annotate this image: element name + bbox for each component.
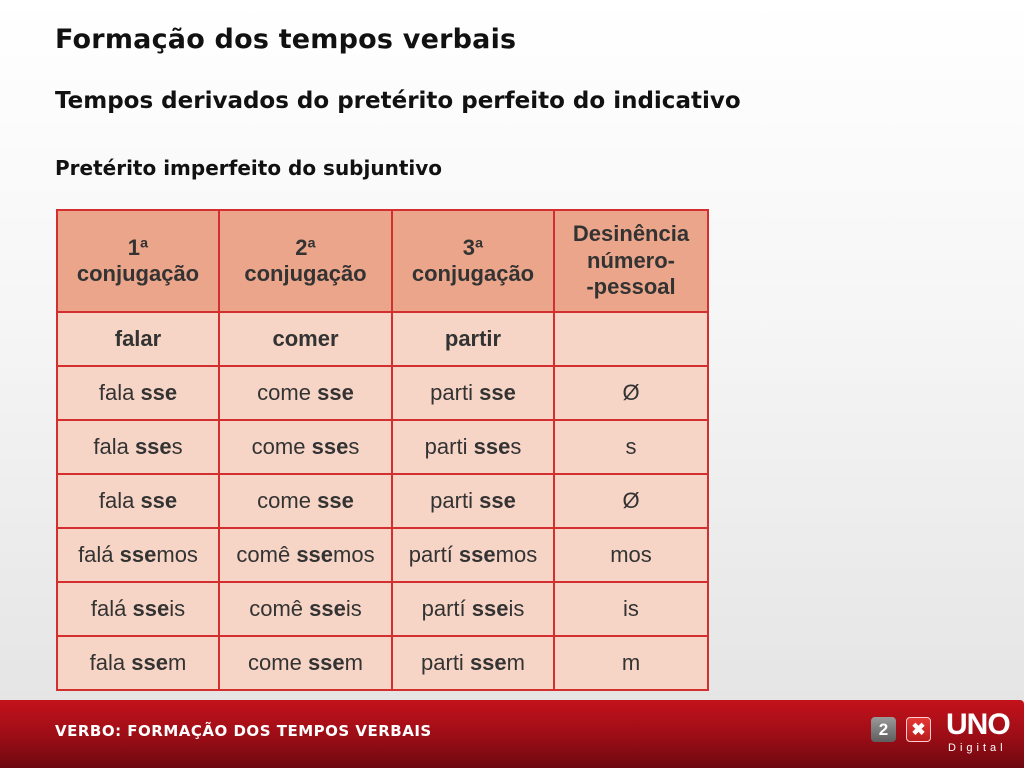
form-suffix: sse <box>140 488 178 513</box>
verb-cell: comer <box>219 312 392 366</box>
header-ordinal: 3ª <box>462 234 484 260</box>
form-stem: parti <box>424 434 474 459</box>
form-ending: m <box>167 650 187 675</box>
slide-title: Formação dos tempos verbais <box>55 24 517 55</box>
conjugated-form-cell <box>392 582 554 636</box>
form-stem: parti <box>430 380 480 405</box>
conjugated-form-cell <box>219 636 392 690</box>
desinence-cell: Ø <box>554 366 708 420</box>
form-ending: s <box>171 434 183 459</box>
conjugation-row <box>57 366 708 420</box>
conjugated-form-cell <box>392 528 554 582</box>
form-stem: fala <box>89 650 132 675</box>
conjugated-form-cell <box>219 528 392 582</box>
form-ending: is <box>345 596 362 621</box>
form-stem: partí <box>408 542 459 567</box>
form-stem: comê <box>249 596 310 621</box>
form-suffix: sse <box>132 596 170 621</box>
form-stem: falá <box>90 596 133 621</box>
conjugated-form-cell <box>57 366 219 420</box>
verb-row <box>57 312 708 366</box>
conjugated-form-cell <box>392 366 554 420</box>
form-ending: mos <box>156 542 198 567</box>
form-ending: s <box>510 434 522 459</box>
form-ending: m <box>506 650 525 675</box>
form-suffix: sse <box>471 596 509 621</box>
logo-x-icon: ✖ <box>906 717 931 742</box>
conjugated-form-cell <box>219 474 392 528</box>
logo-2-icon: 2 <box>871 717 896 742</box>
header-desinence <box>554 210 708 312</box>
form-suffix: sse <box>473 434 511 459</box>
form-suffix: sse <box>479 380 516 405</box>
form-stem: come <box>248 650 308 675</box>
form-ending: mos <box>495 542 538 567</box>
form-suffix: sse <box>140 380 178 405</box>
conjugated-form-cell <box>57 474 219 528</box>
form-stem: fala <box>93 434 135 459</box>
desinence-cell: mos <box>554 528 708 582</box>
form-stem: comê <box>236 542 297 567</box>
form-stem: fala <box>98 380 141 405</box>
form-stem: come <box>257 380 318 405</box>
footer-title: VERBO: FORMAÇÃO DOS TEMPOS VERBAIS <box>55 722 432 740</box>
form-ending: s <box>348 434 360 459</box>
form-suffix: sse <box>307 650 345 675</box>
form-ending: mos <box>333 542 375 567</box>
section-heading: Pretérito imperfeito do subjuntivo <box>55 156 443 180</box>
conjugated-form-cell <box>219 366 392 420</box>
desinence-cell: s <box>554 420 708 474</box>
conjugated-form-cell <box>392 474 554 528</box>
form-suffix: sse <box>309 596 346 621</box>
form-stem: falá <box>78 542 120 567</box>
form-suffix: sse <box>131 650 168 675</box>
header-line: -pessoal <box>586 274 676 300</box>
brand-logo-sub: Digital <box>948 742 1007 754</box>
conjugated-form-cell <box>57 528 219 582</box>
conjugated-form-cell <box>392 420 554 474</box>
desinence-cell: Ø <box>554 474 708 528</box>
table-header-row <box>57 210 708 312</box>
header-3rd-conjugation <box>392 210 554 312</box>
verb-cell: partir <box>392 312 554 366</box>
header-line: número- <box>587 247 675 273</box>
form-suffix: sse <box>317 380 354 405</box>
form-suffix: sse <box>134 434 172 459</box>
conjugated-form-cell <box>219 582 392 636</box>
form-stem: fala <box>98 488 141 513</box>
footer-bar <box>0 700 1024 768</box>
conjugated-form-cell <box>392 636 554 690</box>
conjugation-table <box>56 209 709 691</box>
header-label: conjugação <box>244 261 367 286</box>
desinence-cell: m <box>554 636 708 690</box>
header-line: Desinência <box>572 221 690 247</box>
form-stem: parti <box>430 488 480 513</box>
conjugation-row <box>57 528 708 582</box>
form-ending: m <box>344 650 363 675</box>
header-label: conjugação <box>76 261 200 286</box>
header-ordinal: 2ª <box>295 234 316 260</box>
conjugated-form-cell <box>57 582 219 636</box>
brand-logo: UNO <box>946 708 1010 741</box>
header-ordinal: 1ª <box>127 234 149 260</box>
form-suffix: sse <box>479 488 516 513</box>
form-suffix: sse <box>317 488 354 513</box>
form-suffix: sse <box>296 542 334 567</box>
verb-cell: falar <box>57 312 219 366</box>
form-stem: come <box>251 434 312 459</box>
conjugation-row <box>57 474 708 528</box>
header-label: conjugação <box>411 261 535 286</box>
verb-cell <box>554 312 708 366</box>
form-stem: parti <box>421 650 470 675</box>
header-2nd-conjugation <box>219 210 392 312</box>
slide-subtitle: Tempos derivados do pretérito perfeito do indicativo <box>55 88 741 114</box>
form-ending: is <box>508 596 525 621</box>
conjugation-row <box>57 420 708 474</box>
conjugation-body <box>57 366 708 690</box>
form-ending: is <box>169 596 186 621</box>
conjugated-form-cell <box>219 420 392 474</box>
form-stem: partí <box>421 596 472 621</box>
header-1st-conjugation <box>57 210 219 312</box>
desinence-cell: is <box>554 582 708 636</box>
form-suffix: sse <box>458 542 496 567</box>
conjugation-row <box>57 582 708 636</box>
form-suffix: sse <box>469 650 507 675</box>
conjugation-row <box>57 636 708 690</box>
conjugated-form-cell <box>57 636 219 690</box>
form-stem: come <box>257 488 318 513</box>
form-suffix: sse <box>119 542 157 567</box>
form-suffix: sse <box>311 434 349 459</box>
conjugated-form-cell <box>57 420 219 474</box>
